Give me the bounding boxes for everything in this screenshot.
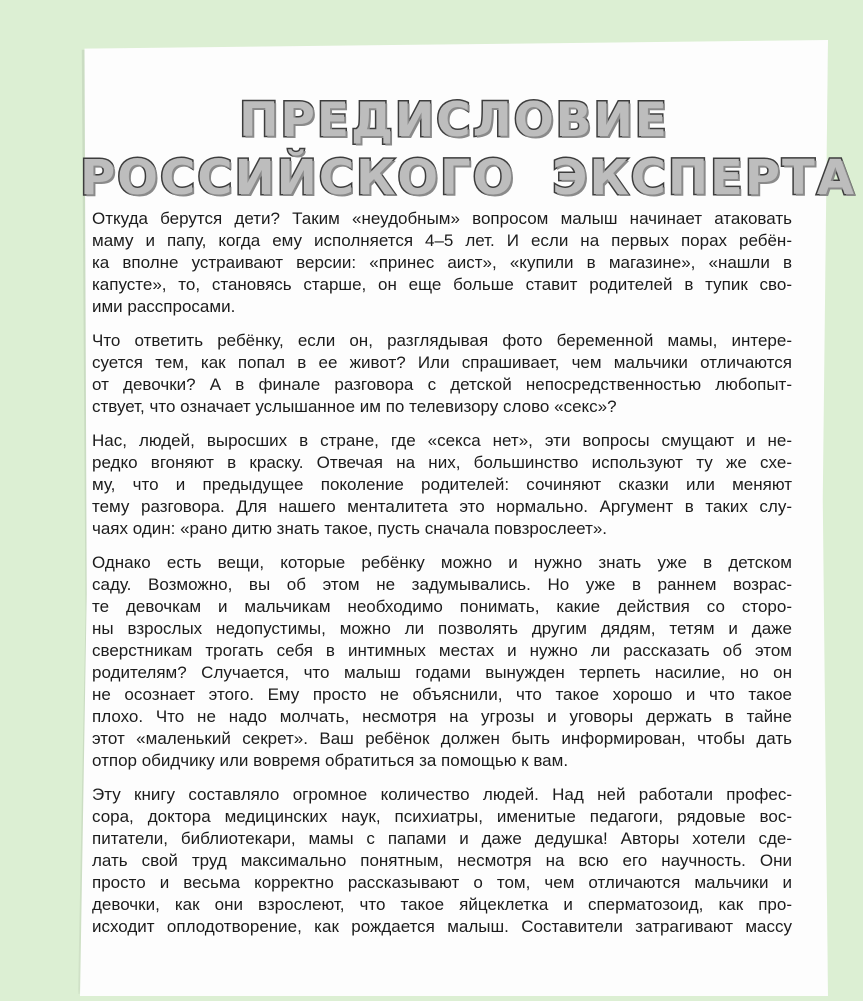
text-line: капусте», то, становясь старше, он еще больше ставит родителей в тупик сво- bbox=[92, 275, 792, 294]
text-line: саду. Возможно, вы об этом не задумывались. Но уже в раннем возрас- bbox=[92, 575, 792, 594]
text-line: Что ответить ребёнку, если он, разглядывая фото беременной мамы, интере- bbox=[92, 331, 792, 350]
paragraph-1 bbox=[92, 208, 792, 318]
text-line: отпор обидчику или вовремя обратиться за помощью к вам. bbox=[92, 751, 569, 770]
page-title-line-2: РОССИЙСКОГО ЭКСПЕРТА bbox=[80, 150, 856, 206]
text-line: му, что и предыдущее поколение родителей: сочиняют сказки или меняют bbox=[92, 475, 792, 494]
page-title-line-1: ПРЕДИСЛОВИЕ bbox=[239, 93, 669, 148]
text-line: ими расспросами. bbox=[92, 297, 236, 316]
text-line: ка вполне устраивают версии: «принес аист», «купили в магазине», «нашли в bbox=[92, 253, 792, 272]
text-line: Откуда берутся дети? Таким «неудобным» вопросом малыш начинает атаковать bbox=[92, 209, 792, 228]
paragraph-2 bbox=[92, 330, 792, 418]
text-line: те девочкам и мальчикам необходимо понимать, какие действия со сторо- bbox=[92, 597, 792, 616]
text-line: Эту книгу составляло огромное количество людей. Над ней работали профес- bbox=[92, 785, 792, 804]
text-line: питатели, библиотекари, мамы с папами и даже дедушка! Авторы хотели сде- bbox=[92, 829, 792, 848]
text-line: редко вгоняют в краску. Отвечая на них, большинство используют ту же схе- bbox=[92, 453, 792, 472]
text-line: суется тем, как попал в ее живот? Или спрашивает, чем мальчики отличаются bbox=[92, 353, 792, 372]
text-line: тему разговора. Для нашего менталитета это нормально. Аргумент в таких слу- bbox=[92, 497, 792, 516]
text-line: ствует, что означает услышанное им по телевизору слово «секс»? bbox=[92, 397, 617, 416]
text-line: Нас, людей, выросших в стране, где «секса нет», эти вопросы смущают и не- bbox=[92, 431, 792, 450]
text-line: этот «маленький секрет». Ваш ребёнок должен быть информирован, чтобы дать bbox=[92, 729, 792, 748]
text-line: маму и папу, когда ему исполняется 4–5 лет. И если на первых порах ребён- bbox=[92, 231, 792, 250]
text-line: не осознает этого. Ему просто не объяснили, что такое хорошо и что такое bbox=[92, 685, 792, 704]
text-line: ны взрослых недопустимы, можно ли позволять другим дядям, тетям и даже bbox=[92, 619, 792, 638]
text-line: просто и весьма корректно рассказывают о том, чем отличаются мальчики и bbox=[92, 873, 792, 892]
text-line: чаях один: «рано дитю знать такое, пусть сначала повзрослеет». bbox=[92, 519, 608, 538]
paragraph-3 bbox=[92, 430, 792, 540]
text-line: родителям? Случается, что малыш годами вынужден терпеть насилие, но он bbox=[92, 663, 792, 682]
text-line: плохо. Что не надо молчать, несмотря на угрозы и уговоры держать в тайне bbox=[92, 707, 792, 726]
text-line: сора, доктора медицинских наук, психиатры, именитые педагоги, рядовые вос- bbox=[92, 807, 792, 826]
text-line: от девочки? А в финале разговора с детской непосредственностью любопыт- bbox=[92, 375, 792, 394]
text-line: сверстникам трогать себя в интимных местах и нужно ли рассказать об этом bbox=[92, 641, 792, 660]
paragraph-5 bbox=[92, 784, 792, 938]
article-body bbox=[92, 208, 792, 950]
paragraph-4 bbox=[92, 552, 792, 772]
text-line: девочки, как они взрослеют, что такое яйцеклетка и сперматозоид, как про- bbox=[92, 895, 792, 914]
text-line: исходит оплодотворение, как рождается малыш. Составители затрагивают массу bbox=[92, 917, 792, 936]
text-line: лать свой труд максимально понятным, несмотря на всю его научность. Они bbox=[92, 851, 792, 870]
text-line: Однако есть вещи, которые ребёнку можно и нужно знать уже в детском bbox=[92, 553, 792, 572]
